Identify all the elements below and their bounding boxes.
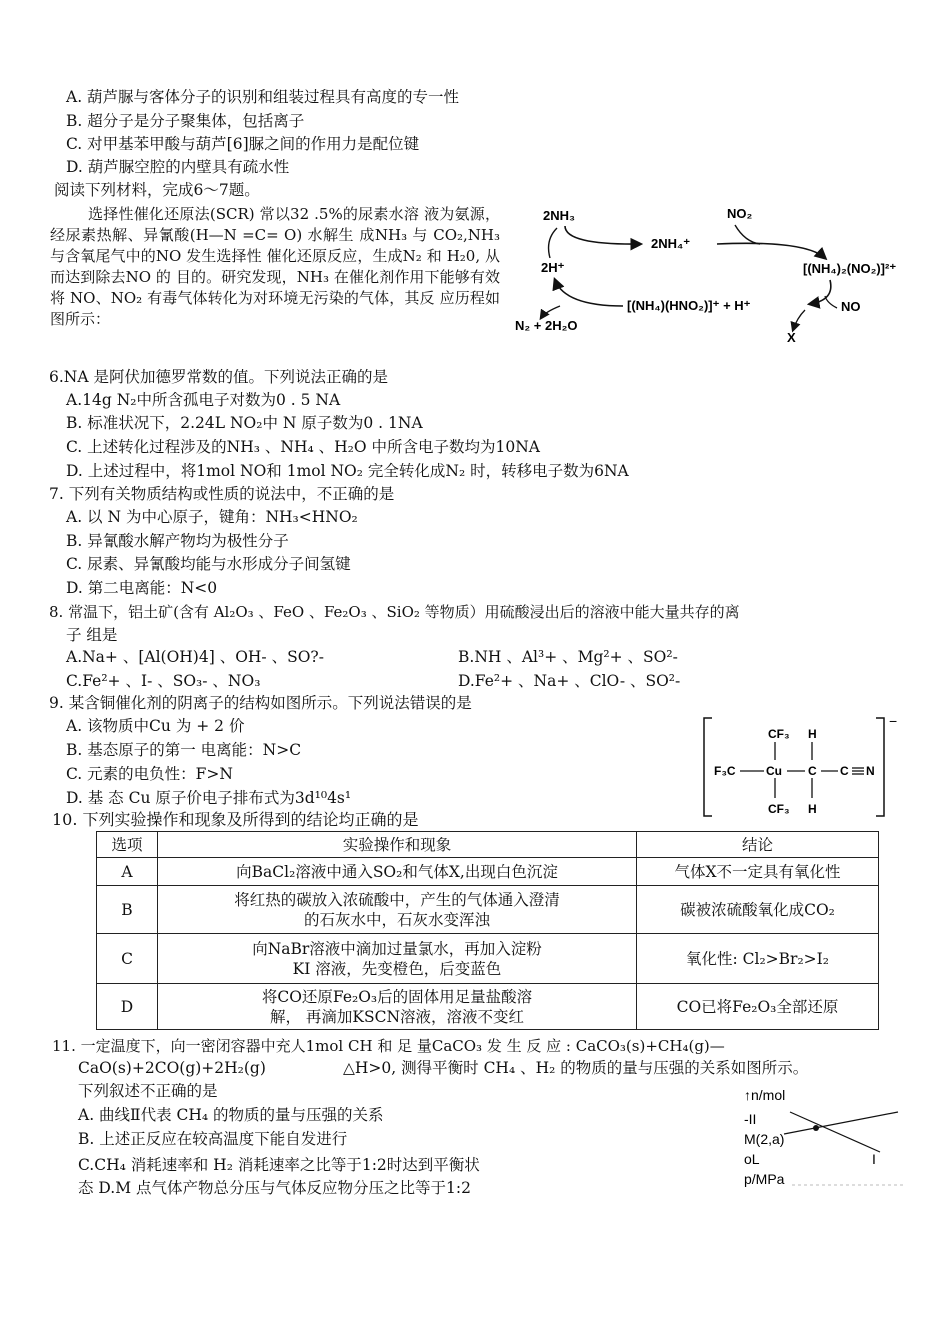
q8-stem: 8. 常温下，铝土矿(含有 Al₂O₃ 、FeO 、Fe₂O₃ 、SiO₂ 等物质）用硫酸浸出后的溶液中能大量共存的离 [49, 603, 740, 621]
scr-mechanism-diagram [505, 200, 905, 350]
arrow-h-cycle [549, 228, 557, 258]
row-c-operation [158, 934, 637, 984]
row-d-operation-line1: 将CO还原Fe₂O₃后的固体用足量盐酸溶 [261, 987, 533, 1006]
q5-option-d: D. 葫芦脲空腔的内壁具有疏水性 [66, 158, 290, 176]
label-2nh4: 2NH₄⁺ [651, 236, 691, 251]
q6-option-a: A.14g N₂中所含孤电子对数为0 . 5 NA [66, 391, 341, 409]
arrow-no2-in [735, 225, 760, 244]
q6-stem: 6.NA 是阿伏加德罗常数的值。下列说法正确的是 [49, 368, 388, 386]
label-2h: 2H⁺ [541, 260, 565, 275]
q8-stem-cont: 子 组是 [66, 626, 118, 644]
table-row [97, 934, 879, 984]
row-b-operation [158, 886, 637, 934]
copper-anion-structure [700, 714, 910, 820]
q5-option-c: C. 对甲基苯甲酸与葫芦[6]脲之间的作用力是配位键 [66, 135, 420, 153]
q7-stem: 7. 下列有关物质结构或性质的说法中，不正确的是 [49, 485, 395, 503]
q6-option-d: D. 上述过程中，将1mol NO和 1mol NO₂ 完全转化成N₂ 时，转移电子数为6NA [66, 462, 629, 480]
arrow-nh4-complex [717, 243, 825, 258]
cf3-bottom: CF₃ [768, 802, 790, 816]
arrow-x-out [793, 310, 805, 330]
row-b-conclusion: 碳被浓硫酸氧化成CO₂ [637, 886, 879, 934]
q10-stem: 10. 下列实验操作和现象及所得到的结论均正确的是 [52, 810, 419, 829]
row-c-operation-line2: KI 溶液，先变橙色，后变蓝色 [292, 959, 502, 978]
nitrogen-atom: N [866, 764, 875, 778]
left-bracket [704, 718, 712, 816]
row-a-option: A [97, 858, 158, 886]
q11-option-b: B. 上述正反应在较高温度下能自发进行 [78, 1130, 348, 1148]
experiment-table [96, 831, 879, 1030]
graph-origin: oL [744, 1151, 760, 1167]
label-no2: NO₂ [727, 206, 753, 221]
reading-paragraph: 选择性催化还原法(SCR) 常以32 .5%的尿素水溶 液为氨源，经尿素热解、异氰酸(H—N =C= O) 水解生 成NH₃ 与 CO₂,NH₃ 与含氧尾气中的NO 发生选择性 催化还原反应，生成N₂ 和 H₂0, 从而达到除去NO 的 目的。研究发现，NH₃ 在催化剂作用下能够有效将 NO、NO₂ 有毒气体转化为对环境无污染的气体，其反 应历程如图所示： [50, 205, 500, 328]
row-a-operation [158, 858, 637, 886]
row-c-operation-line1: 向NaBr溶液中滴加过量氯水，再加入淀粉 [252, 939, 542, 958]
row-a-conclusion: 气体X不一定具有氧化性 [637, 858, 879, 886]
header-option: 选项 [97, 832, 158, 858]
table-header-row [97, 832, 879, 858]
q9-option-a: A. 该物质中Cu 为 + 2 价 [66, 717, 245, 735]
q11-option-a: A. 曲线Ⅱ代表 CH₄ 的物质的量与压强的关系 [78, 1106, 384, 1124]
q11-question: 下列叙述不正确的是 [78, 1082, 218, 1100]
nitrile-carbon: C [840, 764, 849, 778]
carbon-atom: C [808, 764, 817, 778]
row-c-option: C [97, 934, 158, 984]
q6-option-b: B. 标准状况下，2.24L NO₂中 N 原子数为0 . 1NA [66, 414, 423, 432]
q11-reaction-products: CaO(s)+2CO(g)+2H₂(g) [78, 1059, 266, 1077]
label-no: NO [841, 299, 861, 314]
table-row [97, 984, 879, 1030]
q7-option-a: A. 以 N 为中心原子，键角：NH₃<HNO₂ [66, 508, 358, 526]
graph-curve1-label: I [872, 1151, 876, 1167]
row-b-operation-line2: 的石灰水中，石灰水变浑浊 [303, 910, 490, 929]
f3c-left: F₃C [714, 764, 736, 778]
header-conclusion: 结论 [637, 832, 879, 858]
q9-option-c: C. 元素的电负性：F>N [66, 765, 233, 783]
pressure-graph [740, 1084, 910, 1190]
cu-atom: Cu [766, 764, 782, 778]
label-products: N₂ + 2H₂O [515, 318, 578, 333]
graph-x-label: p/MPa [744, 1171, 785, 1187]
arrow-nh3-nh4 [565, 226, 640, 244]
q9-option-b: B. 基态原子的第一 电离能：N>C [66, 741, 302, 759]
curve-2 [784, 1112, 898, 1134]
q11-stem: 11. 一定温度下，向一密闭容器中充人1mol CH 和 足 量CaCO₃ 发 生 反 应 : CaCO₃(s)+CH₄(g)— [52, 1037, 725, 1055]
label-complex2: [(NH₄)(HNO₂)]⁺ + H⁺ [627, 298, 751, 313]
q8-option-d: D.Fe²+ 、Na+ 、ClO- 、SO²- [458, 672, 681, 690]
q11-option-c: C.CH₄ 消耗速率和 H₂ 消耗速率之比等于1:2时达到平衡状 [78, 1156, 480, 1174]
label-x: X [787, 330, 796, 345]
arrow-products [541, 306, 560, 318]
h-bottom: H [808, 802, 817, 816]
q9-stem: 9. 某含铜催化剂的阴离子的结构如图所示。下列说法错误的是 [49, 694, 472, 712]
row-b-operation-line1: 将红热的碳放入浓硫酸中，产生的气体通入澄清 [234, 890, 560, 909]
header-operation: 实验操作和现象 [158, 832, 637, 858]
row-d-operation [158, 984, 637, 1030]
arrow-complex2-h [555, 280, 623, 306]
q8-option-a: A.Na+ 、[Al(OH)4] 、OH- 、SO?- [66, 648, 324, 666]
q7-option-d: D. 第二电离能：N<0 [66, 579, 218, 597]
row-c-conclusion: 氧化性: Cl₂>Br₂>I₂ [637, 934, 879, 984]
q5-option-a: A. 葫芦脲与客体分子的识别和组装过程具有高度的专一性 [66, 88, 460, 106]
q9-option-d: D. 基 态 Cu 原子价电子排布式为3d¹⁰4s¹ [66, 789, 352, 807]
q11-condition: △H>0, 测得平衡时 CH₄ 、H₂ 的物质的量与压强的关系如图所示。 [343, 1059, 809, 1077]
table-row [97, 886, 879, 934]
row-d-option: D [97, 984, 158, 1030]
graph-point-m: M(2,a) [744, 1131, 785, 1147]
label-2nh3: 2NH₃ [543, 208, 576, 223]
row-d-conclusion: CO已将Fe₂O₃全部还原 [637, 984, 879, 1030]
q7-option-b: B. 异氰酸水解产物均为极性分子 [66, 532, 289, 550]
q7-option-c: C. 尿素、异氰酸均能与水形成分子间氢键 [66, 555, 351, 573]
row-d-operation-line2: 解， 再滴加KSCN溶液，溶液不变红 [269, 1007, 525, 1026]
q11-option-d: 态 D.M 点气体产物总分压与气体反应物分压之比等于1:2 [78, 1179, 471, 1197]
point-m-marker [813, 1125, 819, 1131]
label-complex1: [(NH₄)₂(NO₂)]²⁺ [803, 261, 897, 276]
reading-intro: 阅读下列材料，完成6～7题。 [54, 181, 260, 199]
row-a-operation-line1: 向BaCl₂溶液中通入SO₂和气体X,出现白色沉淀 [236, 862, 558, 881]
table-row [97, 858, 879, 886]
q5-option-b: B. 超分子是分子聚集体，包括离子 [66, 112, 305, 130]
q6-option-c: C. 上述转化过程涉及的NH₃ 、NH₄ 、H₂O 中所含电子数均为10NA [66, 438, 540, 456]
right-bracket [876, 718, 884, 816]
row-b-option: B [97, 886, 158, 934]
charge-sign: − [889, 714, 898, 729]
cf3-top: CF₃ [768, 727, 790, 741]
h-top: H [808, 727, 817, 741]
graph-y-label: ↑n/mol [744, 1087, 786, 1103]
graph-curve2-label: -II [744, 1111, 757, 1127]
q8-option-c: C.Fe²+ 、I- 、SO₃- 、NO₃ [66, 672, 261, 690]
q8-option-b: B.NH 、Al³+ 、Mg²+ 、SO²- [458, 648, 678, 666]
